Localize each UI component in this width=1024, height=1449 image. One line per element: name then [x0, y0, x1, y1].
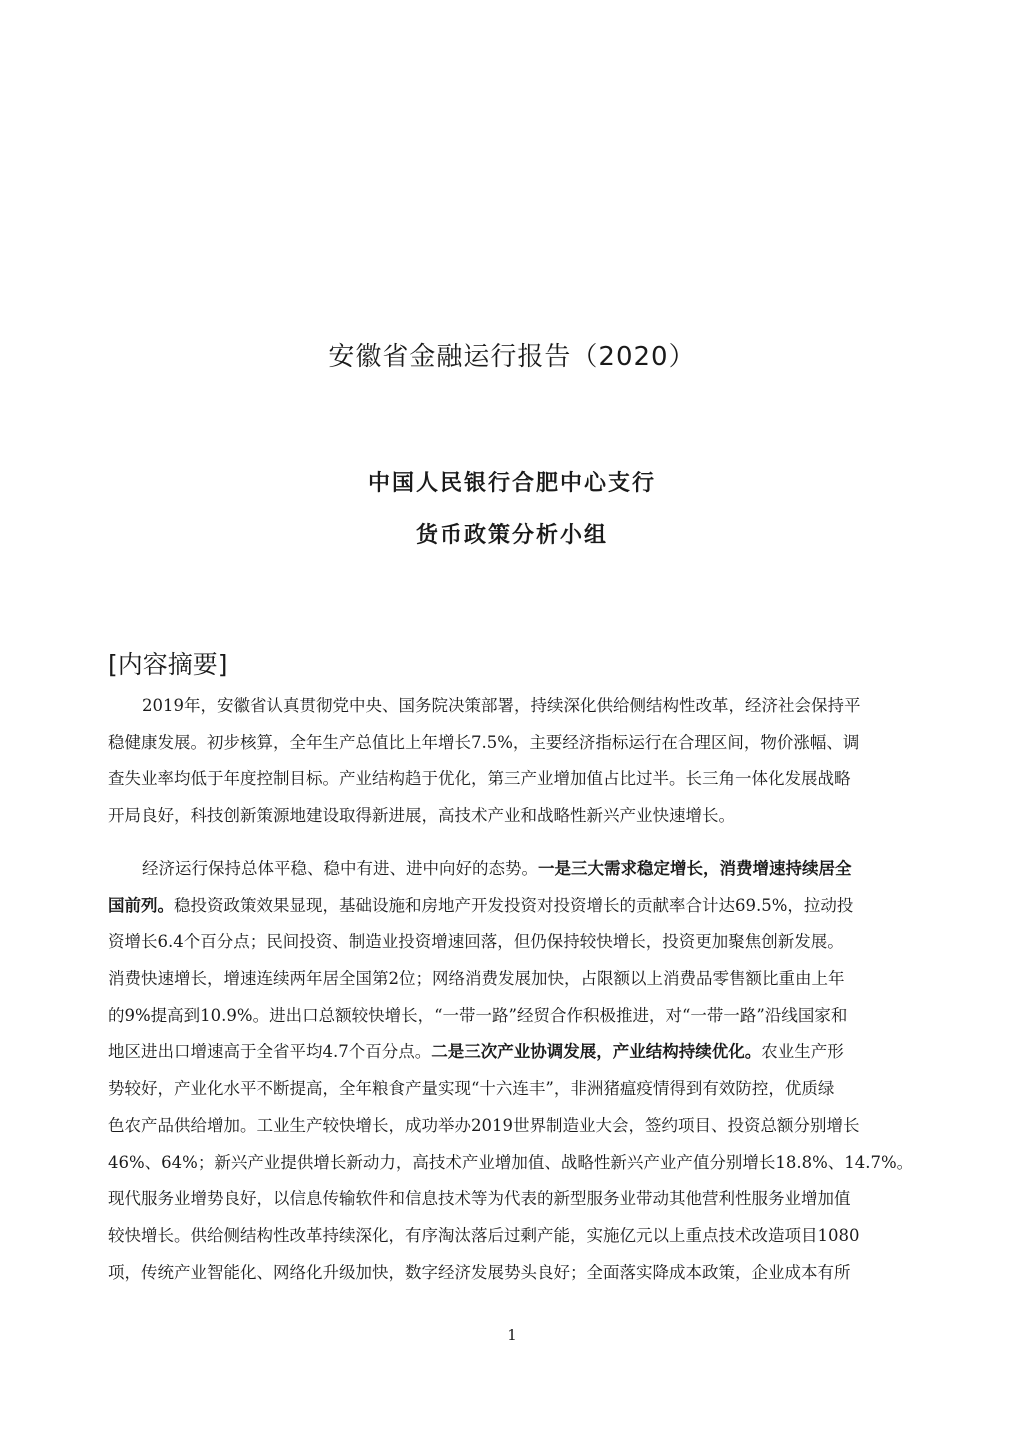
- text-line: 消费快速增长，增速连续两年居全国第2位；网络消费发展加快，占限额以上消费品零售额比重由上年: [108, 969, 845, 989]
- document-title: 安徽省金融运行报告（2020）: [328, 342, 696, 372]
- abstract-paragraph-1: [108, 688, 918, 835]
- text-line: 查失业率均低于年度控制目标。产业结构趋于优化，第三产业增加值占比过半。长三角一体化发展战略: [108, 769, 851, 789]
- abstract-paragraph-2: [108, 851, 918, 1291]
- text-line: 2019年，安徽省认真贯彻党中央、国务院决策部署，持续深化供给侧结构性改革，经济社会保持平: [142, 696, 861, 715]
- text-line: 46%、64%；新兴产业提供增长新动力，高技术产业增加值、战略性新兴产业产值分别增长18.8%、14.7%。: [108, 1152, 914, 1172]
- text-run: 经济运行保持总体平稳、稳中有进、进中向好的态势。: [142, 859, 538, 878]
- text-line: [108, 851, 918, 888]
- bold-text-run: 二是三次产业协调发展，产业结构持续优化。: [431, 1042, 762, 1062]
- text-line: [108, 1034, 918, 1071]
- text-run: 农业生产形: [761, 1042, 844, 1062]
- text-line: 势较好，产业化水平不断提高，全年粮食产量实现“十六连丰”，非洲猪瘟疫情得到有效防控，优质绿: [108, 1079, 835, 1099]
- text-line: [108, 888, 918, 925]
- text-line: 较快增长。供给侧结构性改革持续深化，有序淘汰落后过剩产能，实施亿元以上重点技术改造项目1080: [108, 1225, 860, 1245]
- text-line: 资增长6.4个百分点；民间投资、制造业投资增速回落，但仍保持较快增长，投资更加聚焦创新发展。: [108, 932, 844, 952]
- text-run: 地区进出口增速高于全省平均4.7个百分点。: [108, 1042, 432, 1062]
- text-line: 开局良好，科技创新策源地建设取得新进展，高技术产业和战略性新兴产业快速增长。: [108, 806, 735, 826]
- author-group: 货币政策分析小组: [415, 522, 608, 548]
- text-line: 色农产品供给增加。工业生产较快增长，成功举办2019世界制造业大会，签约项目、投资总额分别增长: [108, 1115, 860, 1135]
- abstract-heading: [内容摘要]: [108, 650, 228, 679]
- text-line: 现代服务业增势良好，以信息传输软件和信息技术等为代表的新型服务业带动其他营利性服务业增加值: [108, 1189, 851, 1209]
- bold-text-run: 国前列。: [108, 895, 174, 915]
- page-number: 1: [507, 1326, 517, 1344]
- author-organization: 中国人民银行合肥中心支行: [367, 470, 656, 496]
- bold-text-run: 一是三大需求稳定增长，消费增速持续居全: [538, 859, 852, 878]
- text-line: 稳健康发展。初步核算，全年生产总值比上年增长7.5%，主要经济指标运行在合理区间，物价涨幅、调: [108, 732, 860, 752]
- text-line: 项，传统产业智能化、网络化升级加快，数字经济发展势头良好；全面落实降成本政策，企业成本有所: [108, 1262, 851, 1282]
- text-line: 的9%提高到10.9%。进出口总额较快增长，“一带一路”经贸合作积极推进，对“一带一路”沿线国家和: [108, 1005, 848, 1025]
- text-run: 稳投资政策效果显现，基础设施和房地产开发投资对投资增长的贡献率合计达69.5%，拉动投: [174, 895, 854, 915]
